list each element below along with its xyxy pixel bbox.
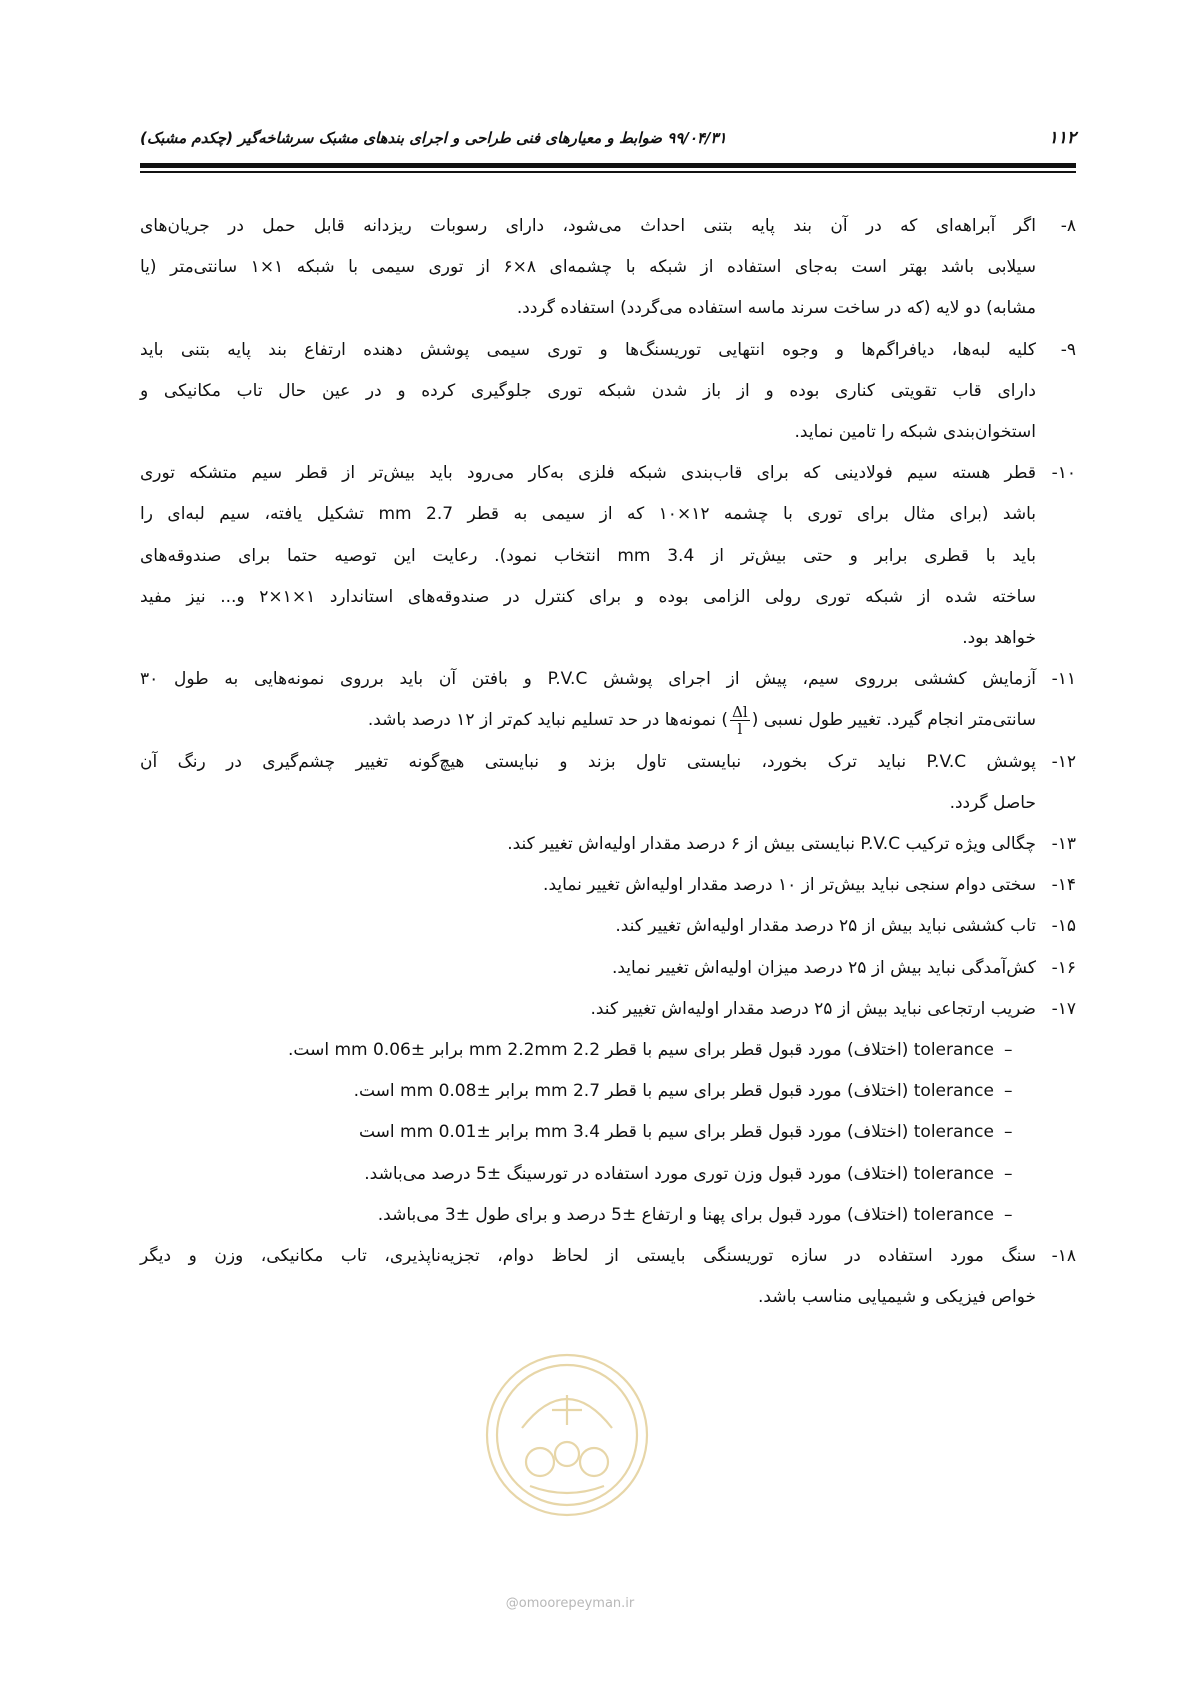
item-number: ۱۲- <box>1051 751 1076 772</box>
list-item-17 <box>140 989 1076 1030</box>
item-line: ضریب ارتجاعی نباید بیش از ۲۵ درصد مقدار اولیه‌اش تغییر کند. <box>590 998 1036 1019</box>
tolerance-item <box>140 1030 1076 1071</box>
item-line: خواص فیزیکی و شیمیایی مناسب باشد. <box>758 1287 1036 1308</box>
tolerance-item <box>140 1195 1076 1236</box>
tolerance-text: tolerance (اختلاف) مورد قبول وزن توری مورد استفاده در تورسینگ ±5 درصد می‌باشد. <box>364 1163 994 1184</box>
header-rule-thin <box>140 171 1076 173</box>
item-line: قطر هسته سیم فولادینی که برای قاب‌بندی شبکه فلزی به‌کار می‌رود باید بیش‌تر از قطر سیم متشکه توری <box>140 463 1036 484</box>
bullet-dash: – <box>1004 1204 1013 1225</box>
item-line: باشد (برای مثال برای توری با چشمه ۱۲×۱۰ که از سیمی به قطر 2.7 mm تشکیل یافته، سیم لبه‌ای را <box>140 504 1036 525</box>
watermark-seal-icon <box>482 1350 652 1520</box>
tolerance-item <box>140 1071 1076 1112</box>
item-number: ۱۳- <box>1051 834 1076 855</box>
item-number: ۸- <box>1060 216 1076 236</box>
tolerance-list <box>140 1030 1076 1236</box>
item-line: خواهد بود. <box>962 628 1036 649</box>
fraction-denominator: l <box>737 719 743 738</box>
item-number: ۱۰- <box>1051 463 1076 484</box>
tolerance-text: tolerance (اختلاف) مورد قبول قطر برای سیم با قطر 3.4 mm برابر ±0.01 mm است <box>358 1122 994 1143</box>
item-line: دارای قاب تقویتی کناری بوده و از باز شدن شبکه توری جلوگیری کرده و در عین حال تاب مکانیکی و <box>140 380 1036 401</box>
list-item-10 <box>140 453 1076 659</box>
item-line: باید با قطری برابر و حتی بیش‌تر از 3.4 mm انتخاب نمود). رعایت این توصیه حتما برای صندوقه‌های <box>140 545 1036 566</box>
relative-elongation-fraction <box>730 704 750 737</box>
list-item-8 <box>140 206 1076 330</box>
tolerance-text: tolerance (اختلاف) مورد قبول قطر برای سیم با قطر 2.7 mm برابر ±0.08 mm است. <box>353 1081 994 1102</box>
item-line: ساخته شده از شبکه توری رولی الزامی بوده و برای کنترل در صندوقه‌های استاندارد ۱×۱×۲ و... نیز مفید <box>140 586 1036 607</box>
item-number: ۱۵- <box>1051 916 1076 937</box>
item-line: مشابه) دو لایه (که در ساخت سرند ماسه استفاده می‌گردد) استفاده گردد. <box>516 298 1036 319</box>
tolerance-text: tolerance (اختلاف) مورد قبول برای پهنا و ارتفاع ±5 درصد و برای طول ±3 می‌باشد. <box>377 1204 994 1225</box>
tolerance-item <box>140 1112 1076 1153</box>
list-item-11 <box>140 659 1076 741</box>
fraction-lead-text: سانتی‌متر انجام گیرد. تغییر طول نسبی ( <box>751 710 1036 731</box>
header-title: ۹۹/۰۴/۳۱ ضوابط و معیارهای فنی طراحی و اجرای بندهای مشبک سرشاخه‌گیر (چکدم مشبک) <box>140 129 727 147</box>
item-line: تاب کششی نباید بیش از ۲۵ درصد مقدار اولیه‌اش تغییر کند. <box>615 916 1036 937</box>
list-item-18 <box>140 1236 1076 1318</box>
item-line: استخوان‌بندی شبکه را تامین نماید. <box>794 422 1036 443</box>
item-line: آزمایش کششی برروی سیم، پیش از اجرای پوشش P.V.C و بافتن آن باید برروی نمونه‌هایی به طول ۳۰ <box>140 669 1037 690</box>
bullet-dash: – <box>1004 1163 1013 1184</box>
item-line-with-fraction <box>140 700 1036 741</box>
bullet-dash: – <box>1004 1122 1013 1143</box>
item-number: ۹- <box>1060 339 1076 360</box>
item-line: کش‌آمدگی نباید بیش از ۲۵ درصد میزان اولیه‌اش تغییر نماید. <box>611 957 1036 978</box>
item-number: ۱۸- <box>1051 1246 1076 1267</box>
item-line: سنگ مورد استفاده در سازه توریسنگی بایستی از لحاظ دوام، تجزیه‌ناپذیری، تاب مکانیکی، وزن و دیگر <box>140 1246 1036 1267</box>
item-line: کلیه لبه‌ها، دیافراگم‌ها و وجوه انتهایی توریسنگ‌ها و توری سیمی پوشش دهنده ارتفاع بند پایه بتنی باید <box>140 339 1036 360</box>
list-item-16 <box>140 948 1076 989</box>
document-body <box>140 206 1076 1318</box>
page-number: ۱۱۲ <box>1048 128 1076 148</box>
bullet-dash: – <box>1004 1040 1013 1061</box>
item-number: ۱۷- <box>1051 998 1076 1019</box>
fraction-numerator: Δl <box>732 702 748 721</box>
list-item-15 <box>140 906 1076 947</box>
fraction-trail-text: ) نمونه‌ها در حد تسلیم نباید کم‌تر از ۱۲ درصد باشد. <box>367 710 729 731</box>
list-item-13 <box>140 824 1076 865</box>
bullet-dash: – <box>1004 1081 1013 1102</box>
header-rule-thick <box>140 163 1076 168</box>
list-item-14 <box>140 865 1076 906</box>
tolerance-item <box>140 1154 1076 1195</box>
item-line: پوشش P.V.C نباید ترک بخورد، نبایستی تاول بزند و نبایستی هیچ‌گونه تغییر چشم‌گیری در رنگ آن <box>140 751 1036 772</box>
item-number: ۱۴- <box>1051 875 1076 896</box>
list-item-12 <box>140 742 1076 824</box>
page-header <box>140 128 1076 154</box>
item-line: حاصل گردد. <box>949 792 1036 813</box>
item-number: ۱۶- <box>1051 957 1076 978</box>
watermark-site: @omoorepeyman.ir <box>505 1596 635 1611</box>
list-item-9 <box>140 330 1076 454</box>
item-number: ۱۱- <box>1051 669 1076 690</box>
item-line: سختی دوام سنجی نباید بیش‌تر از ۱۰ درصد مقدار اولیه‌اش تغییر نماید. <box>543 875 1036 896</box>
item-line: اگر آبراهه‌ای که در آن بند پایه بتنی احداث می‌شود، دارای رسوبات ریزدانه قابل حمل در جریان‌های <box>140 216 1036 236</box>
item-line: سیلابی باشد بهتر است به‌جای استفاده از شبکه با چشمه‌ای ۸×۶ از توری سیمی با شبکه ۱×۱ سانتی‌متر (یا <box>140 257 1037 278</box>
tolerance-text: tolerance (اختلاف) مورد قبول قطر برای سیم با قطر 2.2 mm 2.2mm برابر ±0.06 mm است. <box>288 1040 994 1061</box>
item-line: چگالی ویژه ترکیب P.V.C نبایستی بیش از ۶ درصد مقدار اولیه‌اش تغییر کند. <box>507 834 1036 855</box>
